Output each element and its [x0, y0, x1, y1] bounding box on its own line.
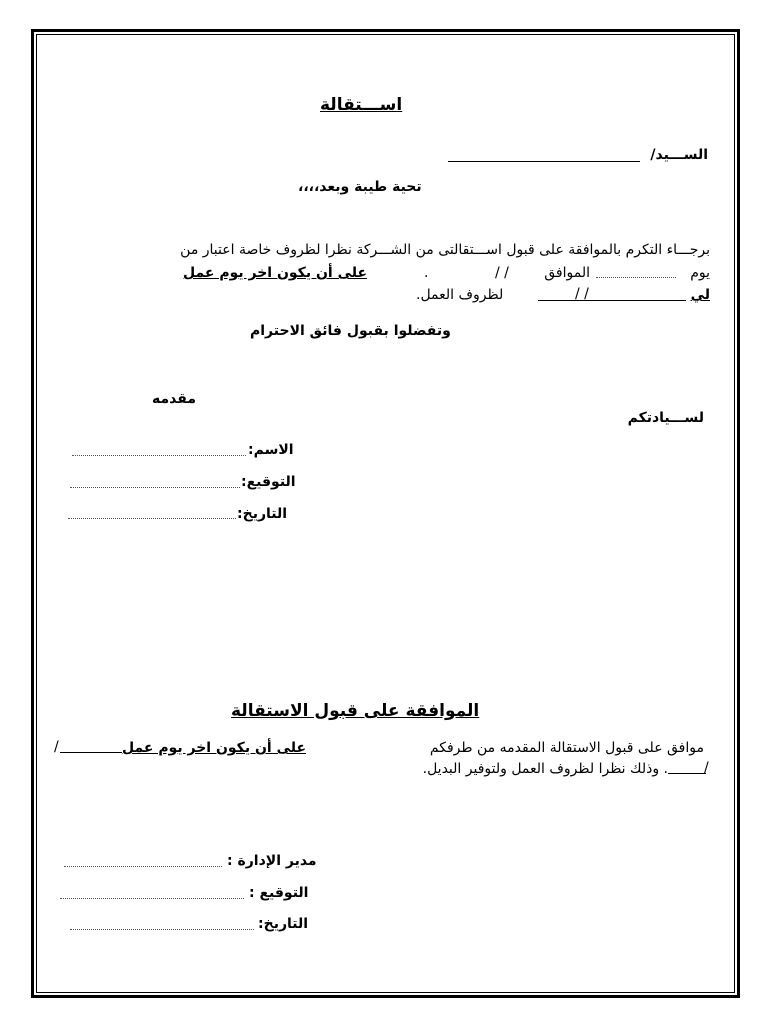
approval-slash-b: / — [704, 760, 709, 776]
greeting: تحية طيبة وبعد،،،، — [298, 179, 422, 195]
approval-line-2: . وذلك نظرا لظروف العمل ولتوفير البديل. — [422, 761, 668, 777]
day-field — [596, 277, 676, 278]
date-field — [68, 518, 236, 519]
approval-signature-label: التوقيع : — [249, 885, 309, 901]
body-line-1: برجـــاء التكرم بالموافقة على قبول اســـتقالتى من الشـــركة نظرا لظروف خاصة اعتبار من — [180, 242, 710, 258]
date-slashes-2: / / — [575, 286, 589, 302]
period: . — [424, 265, 429, 281]
approval-slash-a: / — [54, 739, 59, 755]
corresponding-label: الموافق — [544, 265, 590, 281]
work-conditions: لظروف العمل. — [416, 287, 504, 303]
closing: وتفضلوا بقبول فائق الاحترام — [250, 323, 451, 339]
for-me: لي — [690, 287, 710, 303]
name-label: الاسم: — [248, 442, 294, 458]
approval-title: الموافقة على قبول الاستقالة — [231, 701, 480, 721]
recipient-line — [448, 161, 640, 162]
approval-date-field — [70, 929, 254, 930]
manager-field — [64, 866, 222, 867]
manager-label: مدير الإدارة : — [227, 853, 317, 869]
salutation: الســـيد/ — [650, 147, 708, 163]
signature-field — [70, 487, 240, 488]
applicant-label: مقدمه — [152, 391, 196, 407]
date-label: التاريخ: — [237, 506, 288, 522]
date-line — [538, 300, 686, 301]
approval-last-day: على أن يكون اخر يوم عمل — [122, 740, 307, 756]
approval-signature-field — [60, 898, 244, 899]
day-label: يوم — [690, 265, 710, 281]
signature-label: التوقيع: — [241, 474, 296, 490]
date-slashes: / / — [495, 265, 509, 281]
approval-date-line-2 — [668, 773, 706, 774]
to-you: لســـيادتكم — [627, 410, 704, 426]
approval-date-label: التاريخ: — [258, 916, 309, 932]
last-day-text: على أن يكون اخر يوم عمل — [183, 265, 368, 281]
approval-date-line-1 — [60, 752, 122, 753]
name-field — [72, 455, 246, 456]
approval-line-1: موافق على قبول الاستقالة المقدمه من طرفكم — [429, 740, 704, 756]
resignation-title: اســـتقالة — [320, 95, 403, 115]
